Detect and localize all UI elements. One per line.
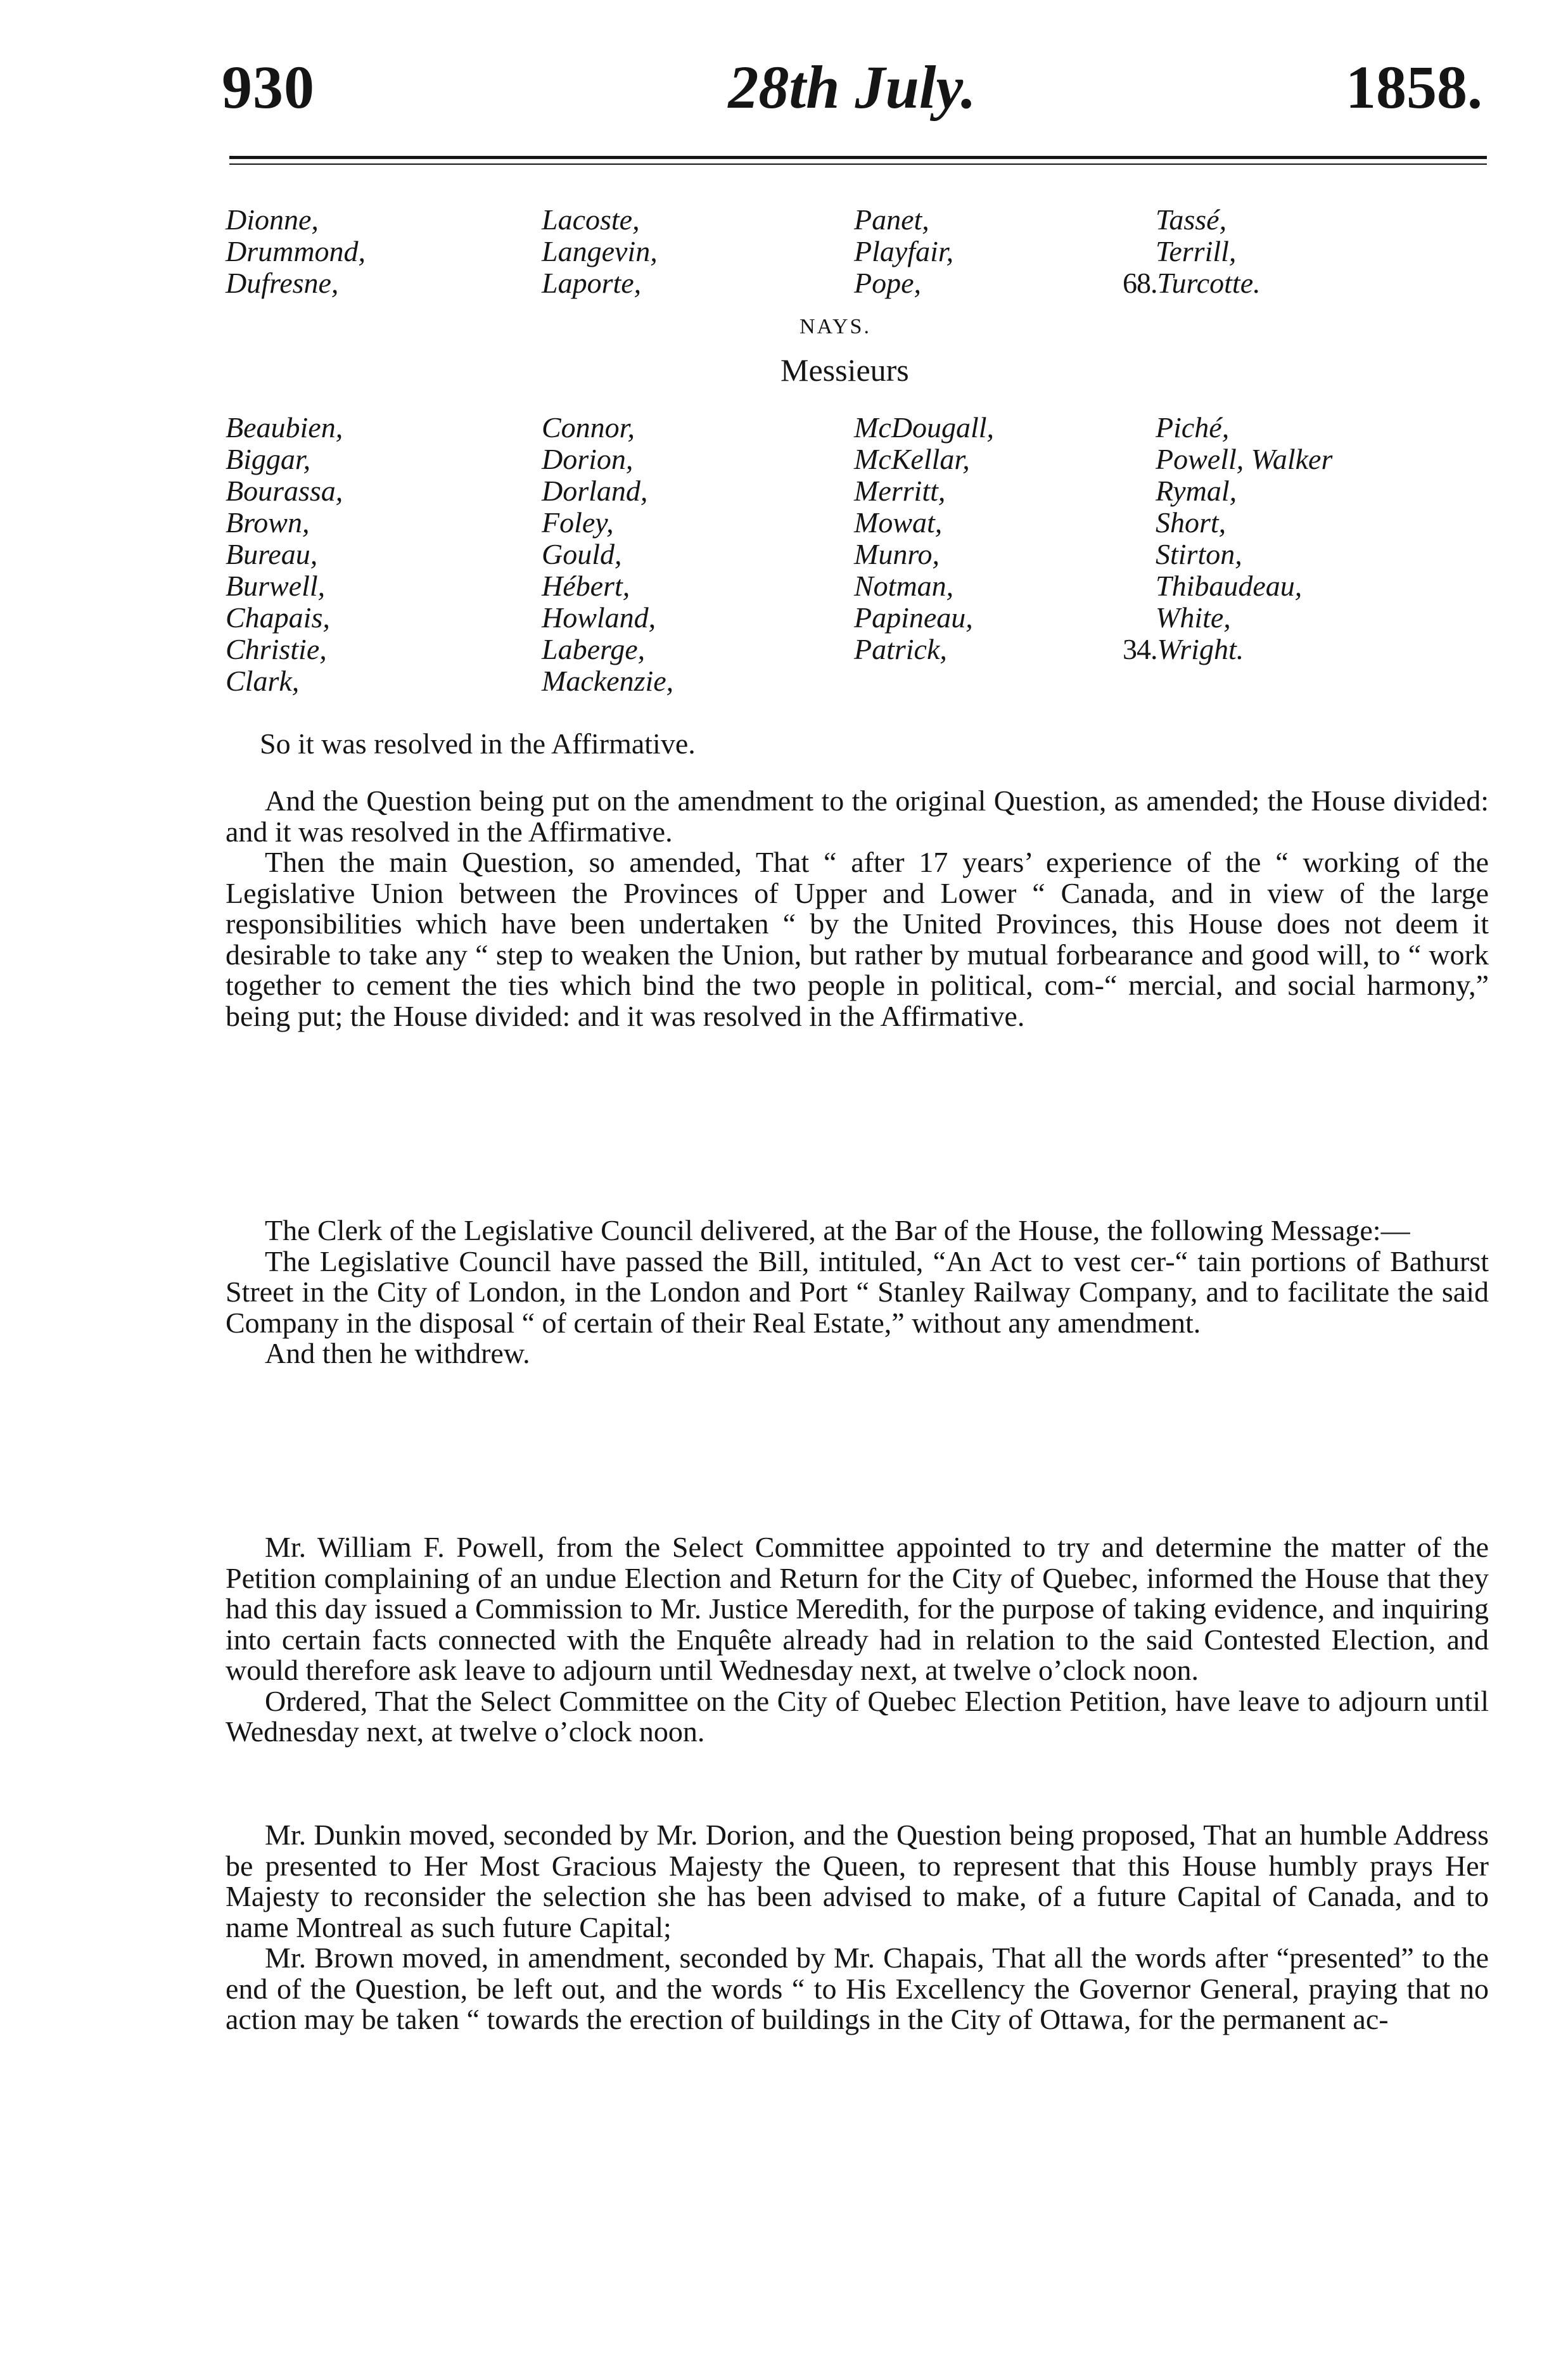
member-name: Playfair, (854, 235, 954, 267)
member-name (1123, 602, 1332, 634)
brown-amendment-paragraph: Mr. Brown moved, in amendment, seconded by Mr. Chapais, That all the words after “presented” to the end of the Question, be left out, and the words “ to His Excellency the Governor General, praying that no action may be taken “ towards the erection of buildings in the City of Ottawa, for the permanent ac- (226, 1942, 1489, 2035)
member-name: Patrick, (854, 633, 947, 665)
header-rule-thin (229, 163, 1487, 165)
member-name: Langevin, (542, 235, 658, 267)
member-name: Dufresne, (226, 267, 339, 299)
member-name: Dorion, (542, 443, 634, 475)
member-name: Drummond, (226, 235, 366, 267)
yeas-column-1 (226, 204, 366, 299)
member-name (1123, 444, 1332, 475)
member-name: Laberge, (542, 633, 646, 665)
member-name: Christie, (226, 633, 327, 665)
main-question-paragraph: Then the main Question, so amended, That “ after 17 years’ experience of the “ working of the Legislative Union between the Provinces of Upper and Lower “ Canada, and in view of the large responsibilities which have been undertaken “ by the United Provinces, this House does not deem it desirable to take any “ step to weaken the Union, but rather by mutual forbearance and good will, to “ work together to cement the ties which bind the two people in political, com-“ mercial, and social harmony,” being put; the House divided: and it was resolved in the Affirmative. (226, 846, 1489, 1032)
ordered-paragraph: Ordered, That the Select Committee on the City of Quebec Election Petition, have leave to adjourn until Wednesday next, at twelve o’clock noon. (226, 1684, 1489, 1748)
resolved-line (260, 729, 1020, 760)
page-year: 1858. (1346, 53, 1482, 121)
member-name: Clark, (226, 665, 300, 697)
nays-column-1 (226, 412, 343, 697)
dunkin-motion-paragraph: Mr. Dunkin moved, seconded by Mr. Dorion, and the Question being proposed, That an humble Address be presented to Her Most Gracious Majesty the Queen, to represent that this House humbly prays Her Majesty to reconsider the selection she has been advised to make, of a future Capital of Canada, and to name Montreal as such future Capital; (226, 1819, 1489, 1943)
member-name: Notman, (854, 570, 954, 602)
member-name: Foley, (542, 506, 614, 539)
member-name: Dorland, (542, 475, 648, 507)
member-name-text: Thibaudeau, (1156, 570, 1303, 602)
member-name (1123, 570, 1332, 602)
member-name: Brown, (226, 506, 310, 539)
nays-total: 34. (1123, 633, 1157, 665)
capital-address-section (226, 1820, 1489, 2035)
council-bill-paragraph: The Legislative Council have passed the Bill, intituled, “An Act to vest cer-“ tain portions of Bathurst Street in the City of London, in the London and Port “ Stanley Railway Company, and to facilitate the said Company in the disposal “ of certain of their Real Estate,” without any amendment. (226, 1244, 1489, 1339)
header-rule-thick (229, 156, 1487, 159)
member-name: Connor, (542, 411, 635, 444)
member-name-text: Terrill, (1156, 235, 1237, 267)
member-name (1123, 475, 1332, 507)
yeas-total: 68. (1123, 267, 1157, 299)
member-name-text: Rymal, (1156, 475, 1237, 507)
member-name: Beaubien, (226, 411, 343, 444)
member-name: Papineau, (854, 601, 973, 634)
member-name: Bureau, (226, 538, 318, 570)
member-name: Howland, (542, 601, 656, 634)
member-name: Lacoste, (542, 203, 640, 236)
member-name: Munro, (854, 538, 940, 570)
member-name: Hébert, (542, 570, 630, 602)
member-name: Dionne, (226, 203, 319, 236)
yeas-column-4 (1123, 204, 1261, 299)
member-name-text: White, (1156, 601, 1231, 634)
member-name-with-total (1123, 267, 1261, 299)
nays-column-4 (1123, 412, 1332, 665)
member-name-text: Stirton, (1156, 538, 1242, 570)
member-name: Mowat, (854, 506, 943, 539)
nays-column-2 (542, 412, 673, 697)
powell-report-paragraph: Mr. William F. Powell, from the Select Committee appointed to try and determine the matter of the Petition complaining of an undue Election and Return for the City of Quebec, informed the House that they had this day issued a Commission to Mr. Justice Meredith, for the purpose of taking evidence, and inquiring into certain facts connected with the Enquête already had in relation to the said Contested Election, and would therefore ask leave to adjourn until Wednesday next, at twelve o’clock noon. (226, 1531, 1489, 1686)
member-name: Chapais, (226, 601, 330, 634)
member-name: Bourassa, (226, 475, 343, 507)
member-name (1123, 507, 1332, 539)
council-message-section (226, 1215, 1489, 1369)
member-name: McDougall, (854, 411, 995, 444)
member-name: Gould, (542, 538, 622, 570)
member-name: Laporte, (542, 267, 642, 299)
clerk-message-paragraph: The Clerk of the Legislative Council delivered, at the Bar of the House, the following Message:— (265, 1214, 1410, 1246)
member-name: Biggar, (226, 443, 311, 475)
member-name-text: Piché, (1156, 411, 1230, 444)
member-name (1123, 204, 1261, 236)
page-number: 930 (222, 53, 315, 121)
withdrew-paragraph: And then he withdrew. (265, 1337, 530, 1369)
nays-column-3 (854, 412, 994, 665)
member-name (1123, 539, 1332, 570)
member-name-with-total (1123, 634, 1332, 665)
amendment-vote-paragraph: And the Question being put on the amendment to the original Question, as amended; the House divided: and it was resolved in the Affirmative. (226, 784, 1489, 848)
yeas-column-3 (854, 204, 953, 299)
member-name-text: Short, (1156, 506, 1226, 539)
select-committee-section (226, 1532, 1489, 1748)
member-name (1123, 236, 1261, 267)
member-name-text: Wright. (1157, 633, 1244, 665)
member-name: McKellar, (854, 443, 970, 475)
member-name: Merritt, (854, 475, 946, 507)
running-head (222, 52, 1482, 128)
page-date: 28th July. (728, 53, 976, 121)
member-name-text: Powell, Walker (1156, 443, 1333, 475)
member-name: Burwell, (226, 570, 326, 602)
division-outcome-section (226, 786, 1489, 1032)
resolved-text: So it was resolved in the Affirmative. (260, 727, 696, 760)
nays-heading: NAYS. (800, 315, 871, 338)
member-name (1123, 412, 1332, 444)
member-name-text: Tassé, (1156, 203, 1227, 236)
member-name: Panet, (854, 203, 929, 236)
member-name-text: Turcotte. (1157, 267, 1261, 299)
member-name: Pope, (854, 267, 922, 299)
yeas-column-2 (542, 204, 658, 299)
messieurs-heading: Messieurs (780, 352, 909, 388)
member-name: Mackenzie, (542, 665, 674, 697)
